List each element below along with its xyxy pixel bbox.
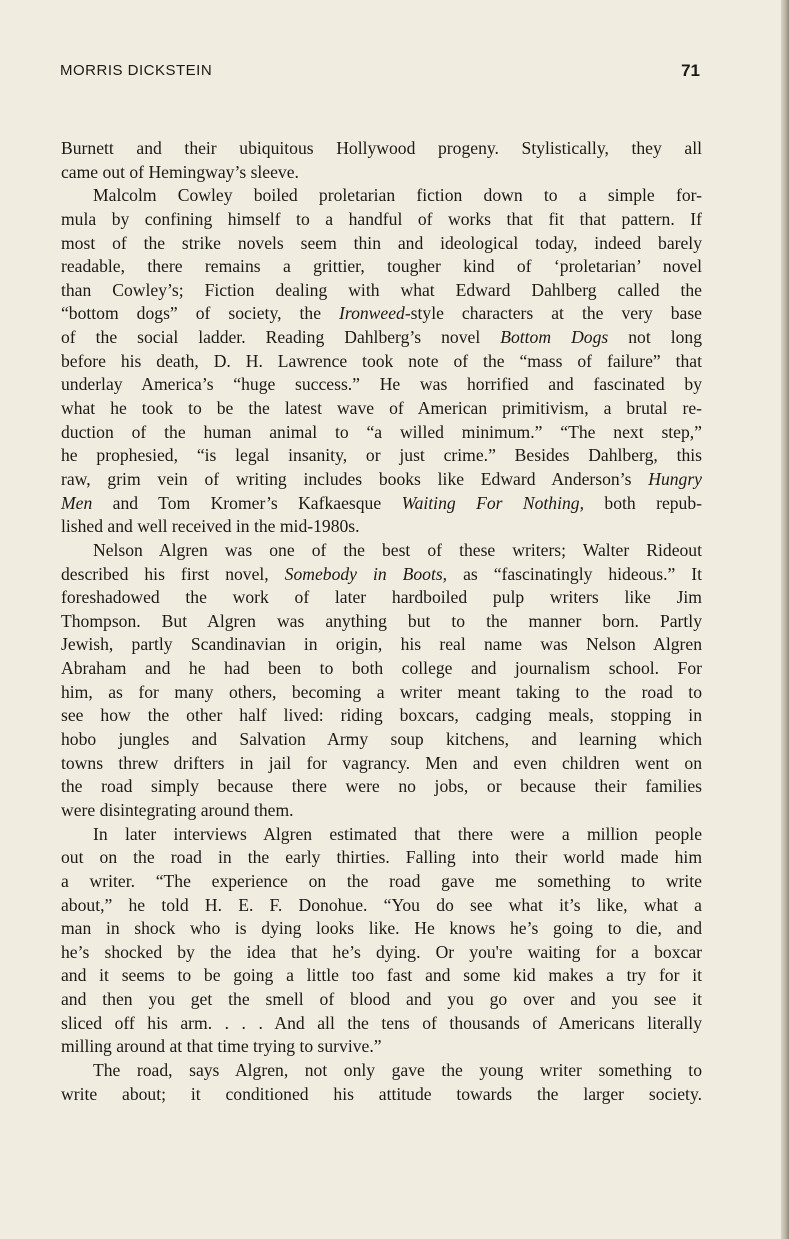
italic-title: Bottom Dogs <box>500 327 609 348</box>
italic-title: Ironweed <box>339 303 405 324</box>
text-segment: hobo jungles and Salvation Army soup kitchens, and learning which <box>61 729 702 750</box>
text-line <box>61 184 702 208</box>
text-segment: duction of the human animal to “a willed minimum.” “The next step,” <box>61 421 702 442</box>
text-line <box>61 775 702 799</box>
body-text <box>61 137 702 1106</box>
text-line <box>61 232 702 256</box>
text-segment: he prophesied, “is legal insanity, or just crime.” Besides Dahlberg, this <box>61 445 702 466</box>
text-line <box>61 846 702 870</box>
text-segment: “bottom dogs” of society, the <box>61 303 340 324</box>
text-segment: of the social ladder. Reading Dahlberg’s novel <box>61 327 501 348</box>
text-segment: In later interviews Algren estimated that there were a million people <box>93 823 702 844</box>
text-segment: Jewish, partly Scandinavian in origin, his real name was Nelson Algren <box>61 634 702 655</box>
text-segment: Malcolm Cowley boiled proletarian fiction down to a simple for- <box>93 185 702 206</box>
italic-title: Waiting For Nothing, <box>401 492 584 513</box>
text-line <box>61 964 702 988</box>
text-line <box>61 326 702 350</box>
text-segment: him, as for many others, becoming a writer meant taking to the road to <box>61 681 702 702</box>
text-line <box>61 468 702 492</box>
text-line <box>61 421 702 445</box>
text-line <box>61 1035 702 1059</box>
text-line <box>61 799 702 823</box>
text-line <box>61 255 702 279</box>
text-segment: were disintegrating around them. <box>61 799 294 820</box>
text-line <box>61 704 702 728</box>
text-line <box>61 657 702 681</box>
text-segment: man in shock who is dying looks like. He knows he’s going to die, and <box>61 918 702 939</box>
text-segment: about,” he told H. E. F. Donohue. “You do see what it’s like, what a <box>61 894 702 915</box>
text-segment: and then you get the smell of blood and you go over and you see it <box>61 989 702 1010</box>
text-segment: what he took to be the latest wave of American primitivism, a brutal re- <box>61 398 702 419</box>
text-line <box>61 373 702 397</box>
text-segment: foreshadowed the work of later hardboiled pulp writers like Jim <box>61 587 702 608</box>
text-segment: Abraham and he had been to both college and journalism school. For <box>61 658 702 679</box>
text-segment: lished and well received in the mid-1980s. <box>61 516 360 537</box>
text-segment: came out of Hemingway’s sleeve. <box>61 161 299 182</box>
text-segment: The road, says Algren, not only gave the young writer something to <box>93 1059 702 1080</box>
text-line <box>61 941 702 965</box>
text-segment: described his first novel, <box>61 563 285 584</box>
text-line <box>61 681 702 705</box>
text-line <box>61 515 702 539</box>
text-line <box>61 279 702 303</box>
text-line <box>61 1083 702 1107</box>
text-segment: Burnett and their ubiquitous Hollywood progeny. Stylistically, they all <box>61 138 702 158</box>
text-line <box>61 397 702 421</box>
text-segment: write about; it conditioned his attitude towards the larger society. <box>61 1083 702 1104</box>
text-line <box>61 492 702 516</box>
text-line <box>61 610 702 634</box>
text-segment: most of the strike novels seem thin and ideological today, indeed barely <box>61 232 702 253</box>
text-line <box>61 728 702 752</box>
text-line <box>61 1059 702 1083</box>
text-line <box>61 1012 702 1036</box>
text-segment: Thompson. But Algren was anything but to the manner born. Partly <box>61 610 702 631</box>
text-segment: a writer. “The experience on the road gave me something to write <box>61 870 702 891</box>
text-segment: -style characters at the very base <box>404 303 702 324</box>
text-segment: both repub- <box>583 492 703 513</box>
text-segment: the road simply because there were no jobs, or because their families <box>61 776 702 797</box>
text-line <box>61 633 702 657</box>
text-segment: underlay America’s “huge success.” He was horrified and fascinated by <box>61 374 702 395</box>
text-line <box>61 752 702 776</box>
text-segment: towns threw drifters in jail for vagrancy. Men and even children went on <box>61 752 702 773</box>
italic-title: Somebody in Boots, <box>284 563 448 584</box>
text-segment: mula by confining himself to a handful of works that fit that pattern. If <box>61 208 702 229</box>
text-line <box>61 302 702 326</box>
text-segment: before his death, D. H. Lawrence took note of the “mass of failure” that <box>61 350 702 371</box>
text-line <box>61 917 702 941</box>
text-segment: and Tom Kromer’s Kafkaesque <box>92 492 402 513</box>
italic-title: Men <box>61 492 93 513</box>
text-segment: see how the other half lived: riding boxcars, cadging meals, stopping in <box>61 705 702 726</box>
italic-title: Hungry <box>648 468 702 489</box>
text-line <box>61 586 702 610</box>
page-number: 71 <box>681 61 700 80</box>
text-line <box>61 539 702 563</box>
text-segment: milling around at that time trying to survive.” <box>61 1036 382 1057</box>
text-line <box>61 161 702 185</box>
text-segment: than Cowley’s; Fiction dealing with what Edward Dahlberg called the <box>61 279 702 300</box>
text-segment: out on the road in the early thirties. Falling into their world made him <box>61 847 702 868</box>
running-head <box>60 62 700 86</box>
text-line <box>61 208 702 232</box>
page-edge <box>781 0 789 1239</box>
text-segment: Nelson Algren was one of the best of these writers; Walter Rideout <box>93 539 702 560</box>
text-line <box>61 894 702 918</box>
text-line <box>61 444 702 468</box>
text-segment: raw, grim vein of writing includes books like Edward Anderson’s <box>61 468 649 489</box>
text-segment: not long <box>608 327 702 348</box>
text-segment: and it seems to be going a little too fast and some kid makes a try for it <box>61 965 702 986</box>
text-segment: sliced off his arm. . . . And all the tens of thousands of Americans literally <box>61 1012 702 1033</box>
text-line <box>61 137 702 161</box>
text-line <box>61 870 702 894</box>
text-segment: readable, there remains a grittier, tougher kind of ‘proletarian’ novel <box>61 256 702 277</box>
text-line <box>61 988 702 1012</box>
text-line <box>61 350 702 374</box>
running-head-author: MORRIS DICKSTEIN <box>60 62 213 79</box>
text-line <box>61 823 702 847</box>
text-line <box>61 563 702 587</box>
text-segment: he’s shocked by the idea that he’s dying. Or you're waiting for a boxcar <box>61 941 702 962</box>
text-segment: as “fascinatingly hideous.” It <box>447 563 703 584</box>
